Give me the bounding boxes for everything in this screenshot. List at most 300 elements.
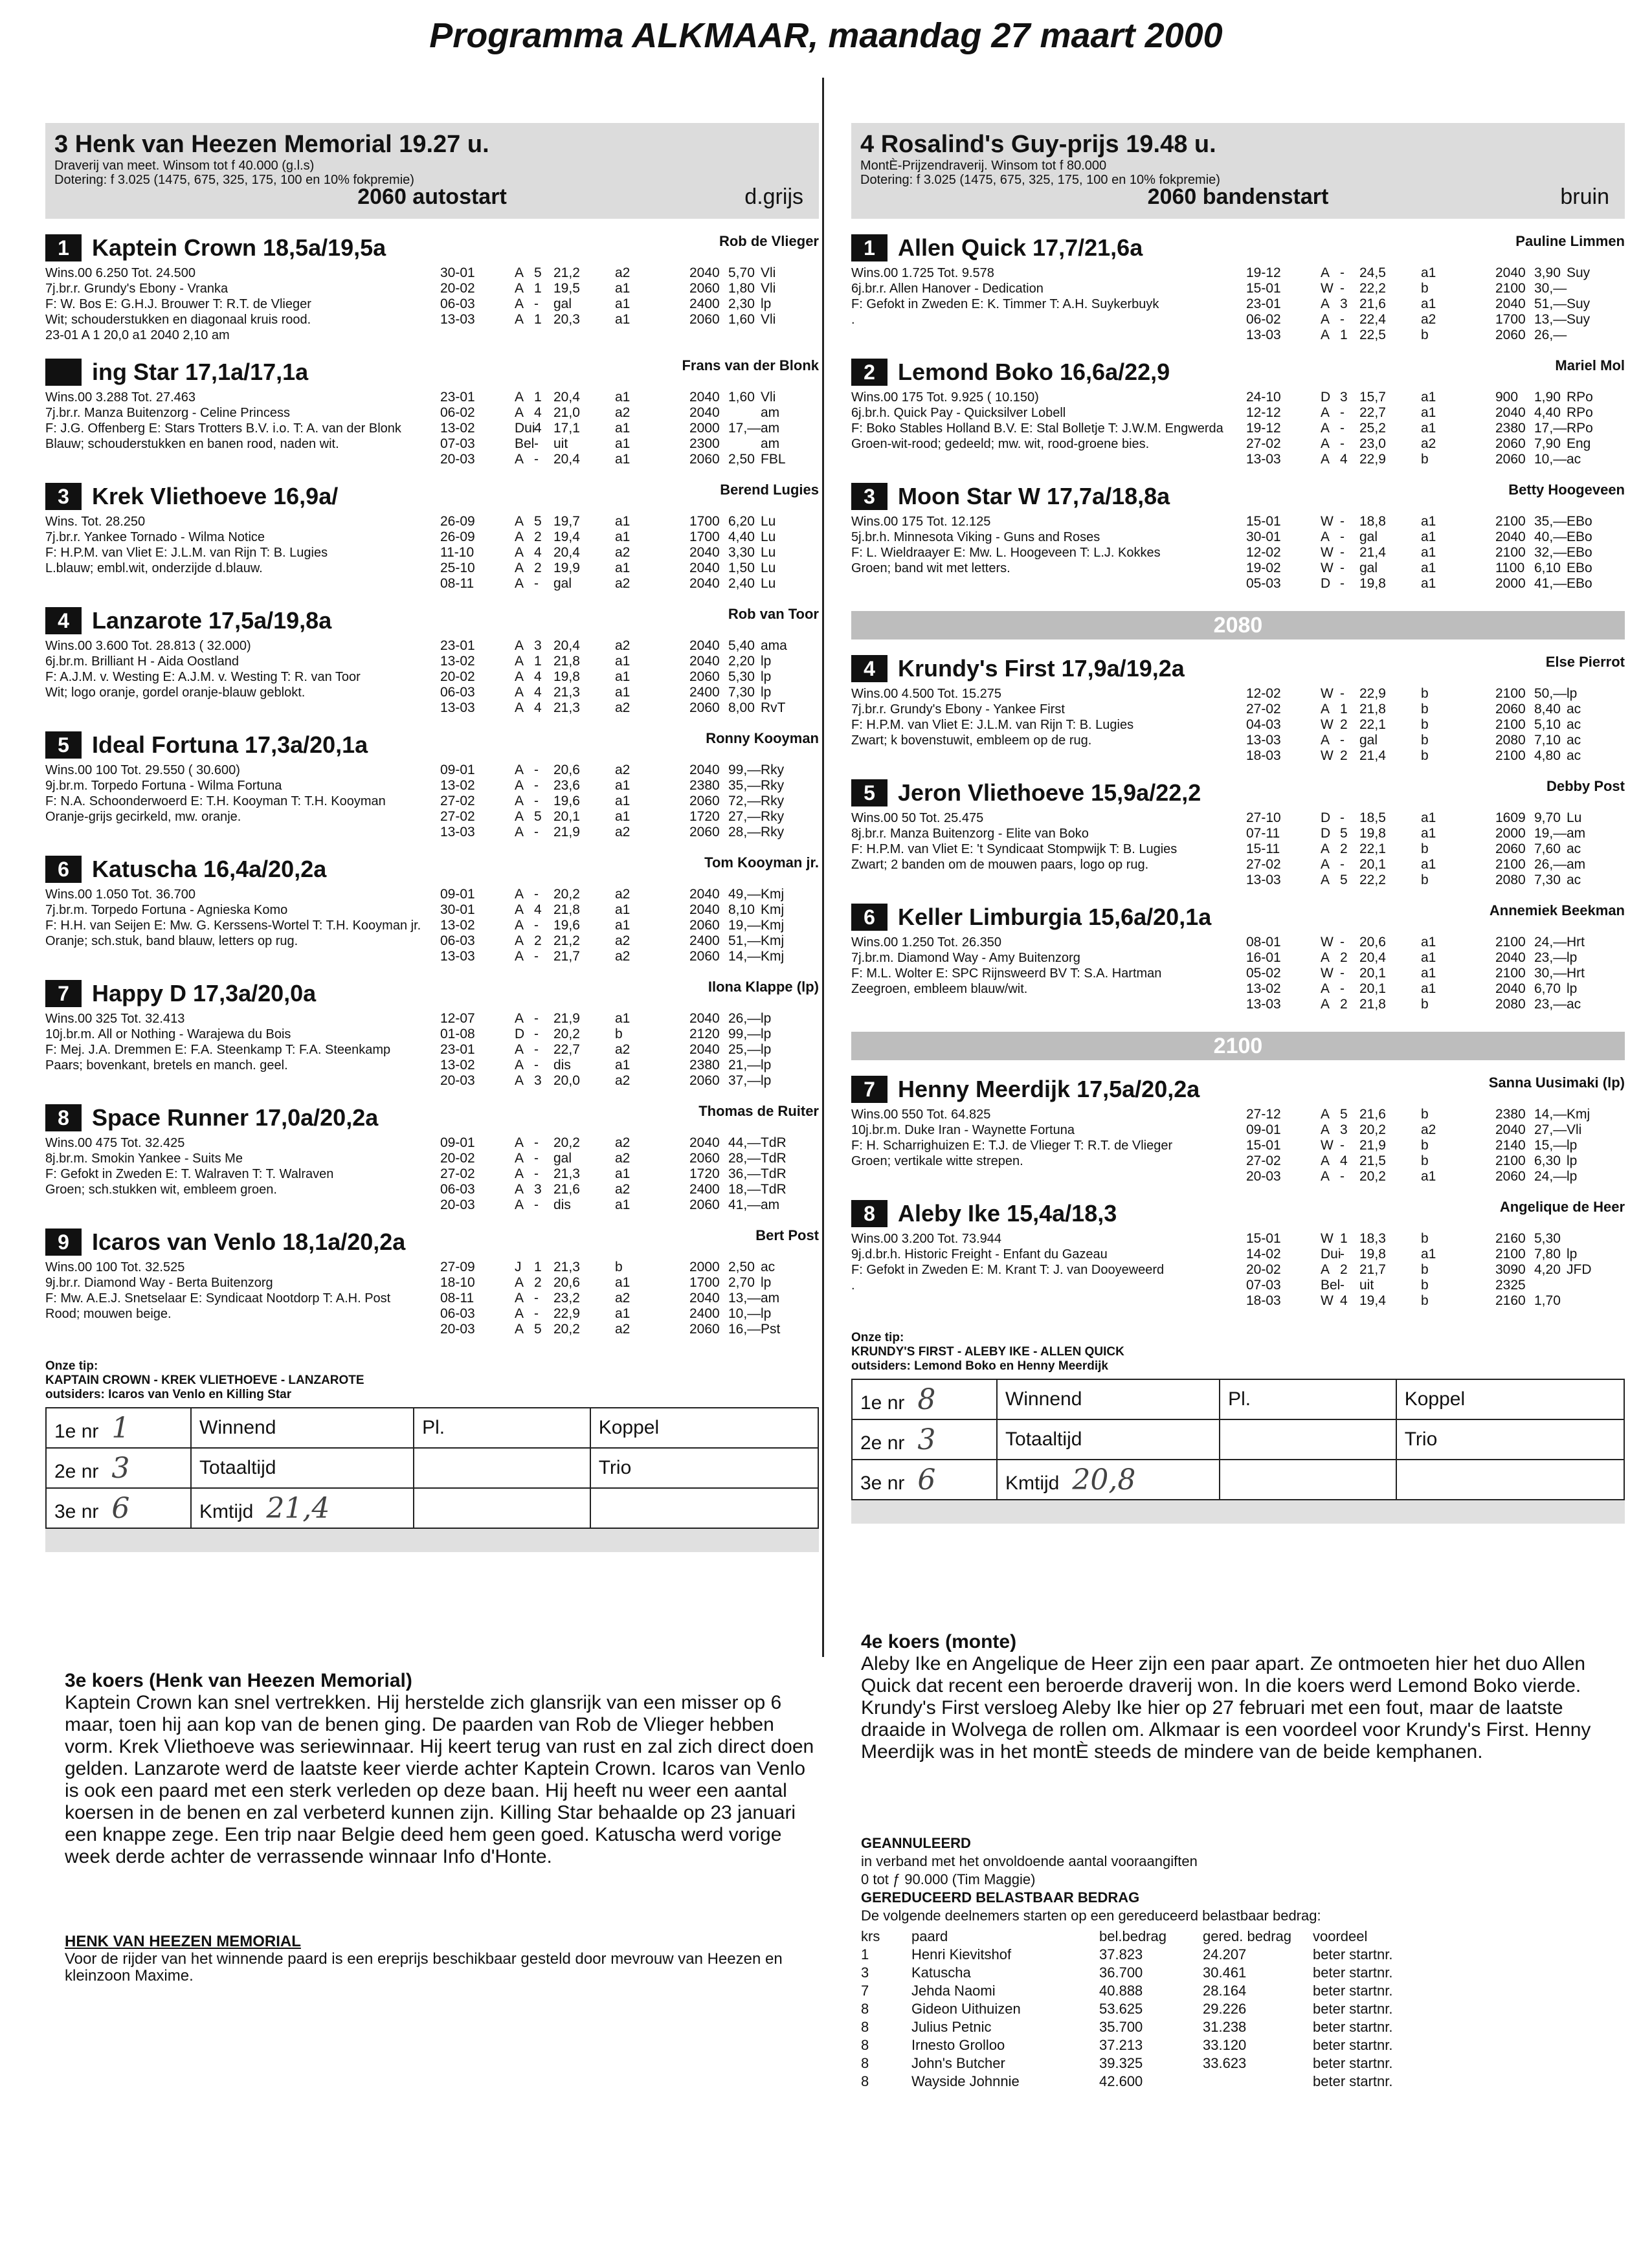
form-cell: gal [553,296,572,311]
table-header: voordeel [1313,1928,1368,1944]
form-cell: a1 [1421,390,1436,405]
form-cell: 5,40 [728,638,755,653]
form-cell: - [1340,265,1345,280]
form-row [440,421,793,436]
form-cell: a1 [615,685,631,700]
table-cell [1203,2073,1313,2091]
info-line: Wins.00 3.200 Tot. 73.944 [851,1232,1002,1246]
form-cell: gal [1359,561,1378,575]
form-cell: 99,— [728,1027,761,1041]
form-cell: 4 [534,421,542,436]
form-row [440,296,793,312]
info-line: Wins.00 100 Tot. 32.525 [45,1260,185,1274]
horse-entry [851,1074,1625,1184]
info-line: Zeegroen, embleem blauw/wit. [851,982,1028,996]
result-cell: Winnend [191,1408,414,1448]
horse-info [851,810,1240,888]
form-cell: 5,70 [728,265,755,280]
form-row [440,1260,793,1275]
table-cell: 31.238 [1203,2019,1247,2035]
info-line: Wins.00 6.250 Tot. 24.500 [45,266,196,280]
form-cell: a1 [1421,265,1436,280]
form-cell: lp [1567,686,1578,701]
form-row [1246,452,1599,467]
form-row [440,1166,793,1182]
form-cell: 3 [1340,296,1348,311]
form-cell: 13,— [728,1291,761,1306]
form-cell: a1 [615,654,631,669]
form-cell: a2 [615,700,631,715]
form-cell: 21,9 [553,1011,580,1026]
form-cell: - [534,1058,539,1073]
form-cell: 10,— [728,1306,761,1321]
result-table [851,1379,1625,1500]
info-line: F: H.P.M. van Vliet E: 't Syndicaat Stompwijk T: B. Lugies [851,842,1178,856]
form-row [440,1182,793,1197]
form-cell: 27-02 [1246,1153,1281,1168]
form-cell: 5,30 [1534,1231,1561,1246]
form-cell: 21,8 [553,902,580,917]
form-cell: A [515,265,524,280]
form-cell: Rky [761,825,785,839]
table-cell: 33.623 [1203,2055,1247,2071]
horse-body [851,1107,1625,1184]
form-cell: 2120 [689,1027,720,1041]
form-cell: lp [1567,1247,1578,1262]
form-row [440,576,793,592]
form-cell: A [515,1151,524,1166]
form-cell: 2,50 [728,1260,755,1274]
gereduceerd-text: De volgende deelnemers starten op een gereduceerd belastbaar bedrag: [861,1907,1321,1924]
form-cell: 2 [1340,841,1348,856]
form-row [1246,576,1599,592]
table-cell: 42.600 [1099,2073,1143,2089]
form-cell: 1700 [1495,312,1526,327]
form-cell: Kmj [761,918,785,933]
form-cell [1534,1278,1567,1293]
form-cell: 4 [534,902,542,917]
form-cell: 26-09 [440,529,475,544]
form-cell: 7,60 [1534,841,1561,856]
form-table [1246,935,1599,1012]
form-cell: 7,10 [1534,733,1561,748]
form-cell: 20-03 [440,1197,475,1212]
form-cell: 4 [1340,1153,1348,1168]
table-cell: 8 [861,2019,869,2035]
horse-info [851,1107,1240,1184]
form-cell: Vli [1567,1122,1582,1137]
form-cell: A [515,312,524,327]
form-row [1246,1122,1599,1138]
form-cell: 2060 [1495,328,1526,342]
form-cell: 49,— [728,887,761,902]
table-cell: 37.823 [1099,1946,1143,1962]
form-cell: 23-01 [1246,296,1281,311]
info-line: 7j.br.m. Torpedo Fortuna - Agnieska Komo [45,903,288,917]
form-cell: 2,40 [728,576,755,591]
form-cell: A [515,778,524,793]
info-line: 6j.br.m. Brilliant H - Aida Oostland [45,654,240,669]
form-cell: a2 [615,265,631,280]
horse-header [851,1074,1625,1104]
form-row [1246,312,1599,328]
form-cell: A [1321,265,1330,280]
horse-body [851,514,1625,592]
horse-info [45,514,434,592]
form-cell: 20,2 [553,887,580,902]
form-cell: - [534,576,539,591]
table-cell: 8 [861,2073,869,2089]
horse-entry [851,778,1625,888]
form-cell: 4 [1340,452,1348,467]
form-cell: 14,— [728,949,761,964]
form-cell: A [1321,436,1330,451]
form-cell: 2100 [1495,1153,1526,1168]
form-cell [1567,1231,1599,1247]
form-cell: b [1421,452,1429,467]
form-cell: 19,8 [1359,576,1386,591]
form-table [1246,1107,1599,1184]
horse-header [45,730,819,760]
form-cell: lp [761,296,772,311]
horse-header [45,1227,819,1257]
form-cell: 2 [534,561,542,575]
race-distance: 2060 bandenstart [1147,184,1329,209]
form-row [1246,966,1599,981]
form-cell: 2400 [689,296,720,311]
race-title: 3 Henk van Heezen Memorial 19.27 u. [54,131,489,158]
form-cell: a2 [615,1322,631,1337]
start-number: 9 [45,1228,82,1256]
form-cell: 21,— [728,1058,761,1073]
result-cell: 3e nr 6 [46,1488,191,1528]
form-cell: 09-01 [440,762,475,777]
info-line: F: Mej. J.A. Dremmen E: F.A. Steenkamp T: F.A. Steenkamp [45,1043,391,1057]
form-cell: gal [553,1151,572,1166]
form-cell: 23,— [1534,950,1567,965]
form-cell: 1,60 [728,390,755,405]
form-cell: 900 [1495,390,1519,405]
form-cell: 30-01 [440,902,475,917]
form-cell: 16,— [728,1322,761,1337]
form-cell: 09-01 [1246,1122,1281,1137]
form-row [1246,265,1599,281]
form-cell: Rky [761,794,785,808]
form-cell: TdR [761,1135,787,1150]
form-row [1246,1107,1599,1122]
info-line: Wins.00 1.725 Tot. 9.578 [851,266,994,280]
form-cell: 2060 [689,1073,720,1088]
form-cell: Lu [1567,810,1582,825]
form-cell: a2 [615,1135,631,1150]
form-cell: 20,4 [553,545,580,560]
driver-name: Pauline Limmen [1515,233,1625,249]
form-cell: 24,5 [1359,265,1386,280]
form-row [1246,826,1599,841]
form-cell: lp [1567,1138,1578,1153]
form-cell: - [534,794,539,808]
start-number: 4 [851,655,887,682]
column-divider [822,78,824,1657]
form-row [440,700,793,716]
form-cell: A [515,561,524,575]
info-line: Wins.00 1.050 Tot. 36.700 [45,887,196,902]
form-cell: 5 [534,265,542,280]
form-cell: A [1321,857,1330,872]
result-cell [414,1448,590,1488]
form-row [1246,873,1599,888]
handwritten-number: 1 [111,1411,130,1445]
form-cell: 4 [534,405,542,420]
form-cell: uit [1359,1278,1374,1293]
form-row [440,685,793,700]
start-number: 6 [851,904,887,931]
form-row [1246,841,1599,857]
start-number: 2 [851,359,887,386]
form-cell: 13-03 [440,700,475,715]
driver-name: Ronny Kooyman [706,730,819,746]
form-cell: - [1340,561,1345,575]
form-cell: a1 [615,809,631,824]
result-cell: 1e nr 8 [852,1379,997,1419]
form-cell: 20-03 [440,1322,475,1337]
form-cell: a1 [1421,561,1436,575]
form-cell: Kmj [1567,1107,1591,1122]
horse-header [851,778,1625,808]
table-cell: beter startnr. [1313,1964,1393,1981]
form-cell: - [1340,421,1345,436]
form-cell: a2 [615,1151,631,1166]
form-cell: - [534,887,539,902]
form-cell: gal [1359,529,1378,544]
handwritten-number: 3 [917,1423,936,1456]
form-cell: 2160 [1495,1231,1526,1246]
form-cell: A [1321,1262,1330,1277]
form-cell: 18,— [728,1182,761,1197]
result-cell [590,1488,818,1528]
form-cell: Pst [761,1322,781,1337]
form-cell [728,405,761,421]
form-cell: A [1321,296,1330,311]
form-cell: A [515,1073,524,1088]
form-cell: 8,00 [728,700,755,715]
form-cell: a1 [615,1166,631,1181]
form-table [440,1135,793,1213]
form-row [440,809,793,825]
form-cell: 19,6 [553,918,580,933]
form-cell: 19,7 [553,514,580,529]
form-cell: 15-01 [1246,1138,1281,1153]
form-row [1246,981,1599,997]
form-cell: JFD [1567,1262,1592,1277]
geannuleerd-text-2: 0 tot ƒ 90.000 (Tim Maggie) [861,1871,1036,1887]
form-cell: 27,— [1534,1122,1567,1137]
form-cell: 27-02 [440,809,475,824]
form-cell: 20,0 [553,1073,580,1088]
form-cell: 2100 [1495,514,1526,529]
form-cell: 1720 [689,809,720,824]
form-cell: 5 [534,1322,542,1337]
form-cell: lp [761,1073,772,1088]
form-cell: - [534,1042,539,1057]
race-4-column [851,123,1625,1524]
result-cell: Totaaltijd [191,1448,414,1488]
info-line: F: L. Wieldraayer E: Mw. L. Hoogeveen T: L.J. Kokkes [851,546,1161,560]
form-cell: 7,90 [1534,436,1561,451]
form-cell: 19,8 [553,669,580,684]
form-row [440,390,793,405]
form-cell: A [515,1042,524,1057]
result-cell: Kmtijd 21,4 [191,1488,414,1528]
form-cell: - [1340,981,1345,996]
form-cell: 19,— [1534,826,1567,841]
form-cell: a1 [1421,514,1436,529]
form-cell: 20,2 [1359,1122,1386,1137]
driver-name: Annemiek Beekman [1489,902,1625,918]
table-cell: beter startnr. [1313,2073,1393,2089]
horse-name: Lemond Boko 16,6a/22,9 [898,359,1170,385]
form-cell: A [1321,981,1330,996]
info-line: F: Gefokt in Zweden E: M. Krant T: J. van Dooyeweerd [851,1263,1165,1277]
form-cell: 19,— [728,918,761,933]
form-cell: - [1340,514,1345,529]
form-cell: 7,80 [1534,1247,1561,1262]
horse-header [45,854,819,884]
form-row [440,825,793,840]
comment-left-heading: 3e koers (Henk van Heezen Memorial) [65,1670,412,1691]
form-cell: a1 [1421,810,1436,825]
form-cell: 1 [534,390,542,405]
form-cell: A [1321,733,1330,748]
form-cell: 35,— [728,778,761,793]
form-cell: 41,— [1534,576,1567,591]
form-cell: am [1567,826,1586,841]
form-cell: 27-12 [1246,1107,1281,1122]
info-line: 6j.br.r. Allen Hanover - Dedication [851,282,1044,296]
form-cell: 2040 [1495,405,1526,420]
form-cell: 4,80 [1534,748,1561,763]
horse-name: ing Star 17,1a/17,1a [92,359,309,385]
form-cell: 06-03 [440,1182,475,1197]
form-cell: 3 [534,1073,542,1088]
form-cell: 07-11 [1246,826,1280,841]
form-cell: 50,— [1534,686,1567,701]
form-cell: 2060 [689,700,720,715]
tip-horses: KAPTAIN CROWN - KREK VLIETHOEVE - LANZAROTE [45,1373,364,1387]
form-cell: A [1321,997,1330,1012]
form-cell [1567,1278,1599,1293]
table-cell: Irnesto Grolloo [911,2037,1005,2053]
form-cell: 8,10 [728,902,755,917]
form-cell: 20,1 [1359,966,1386,981]
info-line: Wins.00 4.500 Tot. 15.275 [851,687,1002,701]
result-cell: Trio [590,1448,818,1488]
form-cell: 13-02 [440,1058,475,1073]
form-cell: 2060 [1495,436,1526,451]
form-row [440,1322,793,1337]
form-cell: 2080 [1495,733,1526,748]
horse-body [851,686,1625,764]
form-cell: 1,90 [1534,390,1561,405]
info-line: F: Gefokt in Zweden E: T. Walraven T: T. Walraven [45,1167,334,1181]
form-cell: 21,8 [553,654,580,669]
form-cell: 28,— [728,1151,761,1166]
form-cell: 2040 [689,576,720,591]
form-cell: b [1421,1107,1429,1122]
form-table [1246,810,1599,888]
form-cell: 2060 [689,452,720,467]
form-cell: b [1421,748,1429,763]
form-row [440,933,793,949]
form-cell: Kmj [761,933,785,948]
form-row [440,1306,793,1322]
horse-entry [851,1199,1625,1309]
form-cell: ac [1567,452,1581,467]
table-cell: 36.700 [1099,1964,1143,1981]
driver-name: Ilona Klappe (lp) [708,979,819,995]
form-cell: 2100 [1495,935,1526,950]
form-cell: 3,90 [1534,265,1561,280]
form-cell: 51,— [1534,296,1567,311]
table-cell: 1 [861,1946,869,1962]
form-cell: 15-01 [1246,514,1281,529]
form-cell: A [515,809,524,824]
form-cell: 26-09 [440,514,475,529]
horse-header [851,1199,1625,1228]
info-line: 7j.br.r. Grundy's Ebony - Yankee First [851,702,1065,717]
form-cell: 12-12 [1246,405,1281,420]
form-cell: 5 [1340,1107,1348,1122]
form-cell: 2380 [689,778,720,793]
start-number: 3 [851,483,887,510]
horse-body [45,887,819,964]
form-cell: a1 [615,421,631,436]
form-row [1246,1262,1599,1278]
form-cell: A [515,1011,524,1026]
our-tip [45,1359,819,1402]
form-cell: 5,10 [1534,717,1561,732]
form-row [440,265,793,281]
form-row [1246,717,1599,733]
form-cell: 2000 [689,1260,720,1274]
form-cell: 2100 [1495,966,1526,981]
form-cell: 13,— [1534,312,1567,327]
horse-info [45,1135,434,1213]
form-cell: - [1340,529,1345,544]
horse-header [851,233,1625,263]
form-cell: 23,0 [1359,436,1386,451]
form-cell: A [515,296,524,311]
form-cell: A [515,918,524,933]
form-cell: 18,5 [1359,810,1386,825]
form-cell: 19-02 [1246,561,1281,575]
form-cell: 23,6 [553,778,580,793]
info-line: Wins.00 175 Tot. 12.125 [851,515,991,529]
info-line: Zwart; 2 banden om de mouwen paars, logo op rug. [851,858,1149,872]
form-cell: 28,— [728,825,761,839]
form-cell: 2 [1340,1262,1348,1277]
form-cell: a2 [1421,436,1436,451]
form-cell: 12-02 [1246,686,1281,701]
handwritten-number: 8 [917,1383,936,1416]
horse-header [45,357,819,387]
form-cell: A [515,281,524,296]
horse-info [45,887,434,964]
info-line: Wins. Tot. 28.250 [45,515,146,529]
form-cell: A [515,762,524,777]
form-row [1246,328,1599,343]
form-cell [1567,281,1599,296]
